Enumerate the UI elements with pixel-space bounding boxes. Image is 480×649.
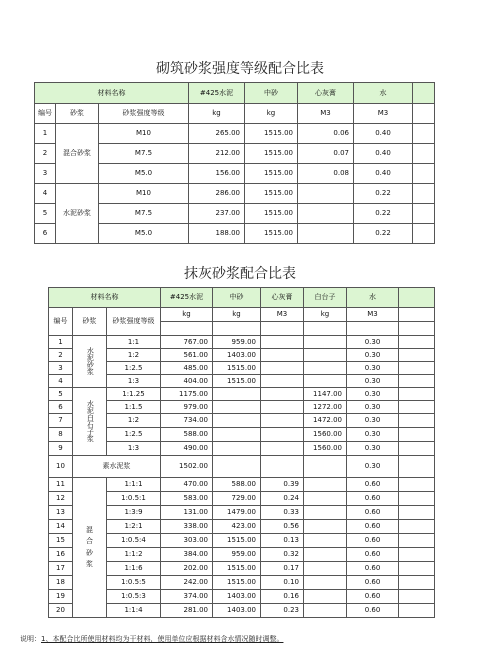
row-water: 0.30 xyxy=(347,336,399,349)
row-sand: 1515.00 xyxy=(245,184,298,204)
row-lime xyxy=(261,362,304,375)
row-lime xyxy=(298,204,354,224)
row-no: 6 xyxy=(35,224,56,244)
row-sand: 1403.00 xyxy=(213,349,261,362)
header-blank xyxy=(413,83,435,104)
row-ratio: 1:1:2 xyxy=(107,548,161,562)
row-no: 1 xyxy=(49,336,73,349)
row-water: 0.60 xyxy=(347,492,399,506)
blank-cell xyxy=(399,590,435,604)
table-row xyxy=(49,506,435,520)
row-water: 0.22 xyxy=(354,184,413,204)
row-lime xyxy=(261,349,304,362)
blank-cell xyxy=(213,322,261,336)
row-stone xyxy=(304,492,347,506)
row-sand: 1515.00 xyxy=(245,164,298,184)
row-grade: M10 xyxy=(99,124,189,144)
table-row xyxy=(49,349,435,362)
header-lime: 心灰膏 xyxy=(261,288,304,308)
row-water: 0.60 xyxy=(347,534,399,548)
blank-cell xyxy=(399,604,435,618)
row-water: 0.60 xyxy=(347,478,399,492)
row-ratio: 1:2 xyxy=(107,414,161,428)
row-lime xyxy=(261,336,304,349)
row-stone xyxy=(304,362,347,375)
table-row xyxy=(49,388,435,401)
blank-cell xyxy=(399,428,435,442)
header-lime: 心灰膏 xyxy=(298,83,354,104)
row-cement: 583.00 xyxy=(161,492,213,506)
blank-cell xyxy=(399,388,435,401)
table1-header-row xyxy=(35,83,435,104)
table-row xyxy=(49,590,435,604)
header-stone: 白台子 xyxy=(304,288,347,308)
blank-cell xyxy=(399,308,435,322)
row-stone xyxy=(304,349,347,362)
row-cement: 202.00 xyxy=(161,562,213,576)
row-ratio: 1:2 xyxy=(107,349,161,362)
row-stone xyxy=(304,478,347,492)
row-water: 0.40 xyxy=(354,144,413,164)
row-water: 0.30 xyxy=(347,428,399,442)
row-cement: 265.00 xyxy=(189,124,245,144)
table-row xyxy=(35,184,435,204)
table2-header-row xyxy=(49,288,435,308)
row-no: 9 xyxy=(49,442,73,456)
row-water: 0.30 xyxy=(347,401,399,414)
blank-cell xyxy=(399,520,435,534)
row-sand: 1515.00 xyxy=(213,562,261,576)
row-cement: 734.00 xyxy=(161,414,213,428)
row-stone: 1147.00 xyxy=(304,388,347,401)
blank-cell xyxy=(399,576,435,590)
group-label xyxy=(73,388,107,456)
row-grade: M10 xyxy=(99,184,189,204)
header-cement: #425水泥 xyxy=(161,288,213,308)
row-ratio: 1:1 xyxy=(107,336,161,349)
row-ratio: 1:1:1 xyxy=(107,478,161,492)
header-sand: 中砂 xyxy=(245,83,298,104)
row-no: 19 xyxy=(49,590,73,604)
row-stone xyxy=(304,548,347,562)
row-cement: 767.00 xyxy=(161,336,213,349)
row-stone xyxy=(304,375,347,388)
subheader-grade: 砂浆强度等级 xyxy=(99,104,189,124)
row-lime xyxy=(261,456,304,478)
header-sand: 中砂 xyxy=(213,288,261,308)
row-water: 0.60 xyxy=(347,576,399,590)
unit-sand: kg xyxy=(213,308,261,322)
row-lime xyxy=(298,184,354,204)
table-row xyxy=(49,604,435,618)
table-row xyxy=(49,336,435,349)
row-lime: 0.24 xyxy=(261,492,304,506)
row-grade: M7.5 xyxy=(99,144,189,164)
row-stone xyxy=(304,576,347,590)
row-no: 3 xyxy=(35,164,56,184)
group-label xyxy=(73,336,107,388)
table-row xyxy=(49,492,435,506)
row-ratio: 1:3 xyxy=(107,375,161,388)
row-sand xyxy=(213,414,261,428)
footnote-prefix: 说明： xyxy=(20,635,41,643)
row-no: 4 xyxy=(49,375,73,388)
row-lime: 0.16 xyxy=(261,590,304,604)
blank-cell xyxy=(413,144,435,164)
row-stone xyxy=(304,562,347,576)
group-label-text: 混合砂浆 xyxy=(86,526,93,568)
unit-water: M3 xyxy=(347,308,399,322)
blank-cell xyxy=(347,322,399,336)
blank-cell xyxy=(413,124,435,144)
table-row xyxy=(49,442,435,456)
row-stone xyxy=(304,336,347,349)
row-stone: 1272.00 xyxy=(304,401,347,414)
row-sand: 959.00 xyxy=(213,336,261,349)
row-cement: 485.00 xyxy=(161,362,213,375)
blank-cell xyxy=(399,562,435,576)
unit-lime: M3 xyxy=(298,104,354,124)
row-sand xyxy=(213,401,261,414)
header-cement: #425水泥 xyxy=(189,83,245,104)
blank-cell xyxy=(399,375,435,388)
row-stone xyxy=(304,520,347,534)
row-ratio: 1:1:6 xyxy=(107,562,161,576)
table1-title: 砌筑砂浆强度等级配合比表 xyxy=(156,61,324,77)
unit-water: M3 xyxy=(354,104,413,124)
row-lime xyxy=(261,414,304,428)
row-lime xyxy=(261,375,304,388)
row-lime xyxy=(261,428,304,442)
footnote-text: 1、本配合比所使用材料均为干材料，使用单位应根据材料含水情况随时调整。 xyxy=(41,635,284,643)
blank-cell xyxy=(413,184,435,204)
subheader-mortar: 砂浆 xyxy=(73,308,107,336)
row-sand xyxy=(213,388,261,401)
table2-body xyxy=(49,336,435,618)
row-lime: 0.07 xyxy=(298,144,354,164)
row-no: 1 xyxy=(35,124,56,144)
row-lime: 0.08 xyxy=(298,164,354,184)
blank-cell xyxy=(399,492,435,506)
row-sand: 1515.00 xyxy=(245,204,298,224)
row-no: 2 xyxy=(49,349,73,362)
row-cement: 374.00 xyxy=(161,590,213,604)
row-lime: 0.56 xyxy=(261,520,304,534)
row-lime xyxy=(298,224,354,244)
row-water: 0.60 xyxy=(347,562,399,576)
blank-cell xyxy=(399,456,435,478)
row-grade: M7.5 xyxy=(99,204,189,224)
unit-cement: kg xyxy=(161,308,213,322)
row-cement: 338.00 xyxy=(161,520,213,534)
group-label-text: 水泥白石子浆 xyxy=(86,399,95,442)
row-no: 10 xyxy=(49,456,73,478)
row-ratio: 1:3 xyxy=(107,442,161,456)
row-sand: 1515.00 xyxy=(245,144,298,164)
blank-cell xyxy=(261,322,304,336)
row-lime: 0.23 xyxy=(261,604,304,618)
row-no: 4 xyxy=(35,184,56,204)
row-sand: 1515.00 xyxy=(245,124,298,144)
unit-lime: M3 xyxy=(261,308,304,322)
table-row xyxy=(49,548,435,562)
table-row xyxy=(49,478,435,492)
row-ratio: 1:2.5 xyxy=(107,362,161,375)
row-ratio: 1:3:9 xyxy=(107,506,161,520)
row-cement: 470.00 xyxy=(161,478,213,492)
row-sand xyxy=(213,442,261,456)
row-cement: 242.00 xyxy=(161,576,213,590)
row-ratio: 1:0.5:3 xyxy=(107,590,161,604)
row-lime: 0.32 xyxy=(261,548,304,562)
subheader-no: 编号 xyxy=(35,104,56,124)
row-lime: 0.39 xyxy=(261,478,304,492)
row-water: 0.30 xyxy=(347,362,399,375)
unit-sand: kg xyxy=(245,104,298,124)
row-no: 6 xyxy=(49,401,73,414)
row-water: 0.60 xyxy=(347,590,399,604)
row-ratio: 1:2:1 xyxy=(107,520,161,534)
row-water: 0.22 xyxy=(354,204,413,224)
row-water: 0.60 xyxy=(347,548,399,562)
row-ratio: 1:2.5 xyxy=(107,428,161,442)
row-lime: 0.17 xyxy=(261,562,304,576)
header-water: 水 xyxy=(354,83,413,104)
subheader-mortar: 砂浆 xyxy=(56,104,99,124)
blank-cell xyxy=(413,104,435,124)
row-sand: 423.00 xyxy=(213,520,261,534)
row-water: 0.30 xyxy=(347,375,399,388)
group-label: 素水泥浆 xyxy=(73,456,161,478)
row-cement: 281.00 xyxy=(161,604,213,618)
row-lime: 0.06 xyxy=(298,124,354,144)
row-lime xyxy=(261,388,304,401)
blank-cell xyxy=(399,506,435,520)
row-stone xyxy=(304,534,347,548)
row-lime: 0.13 xyxy=(261,534,304,548)
row-water: 0.60 xyxy=(347,506,399,520)
header-material-name: 材料名称 xyxy=(49,288,161,308)
blank-cell xyxy=(399,548,435,562)
table-row xyxy=(49,362,435,375)
row-stone: 1472.00 xyxy=(304,414,347,428)
table1-subheader-row xyxy=(35,104,435,124)
table2-title: 抹灰砂浆配合比表 xyxy=(184,266,296,282)
row-ratio: 1:0.5:4 xyxy=(107,534,161,548)
row-sand xyxy=(213,456,261,478)
row-no: 17 xyxy=(49,562,73,576)
table-row xyxy=(49,375,435,388)
row-stone xyxy=(304,456,347,478)
group-label: 混合砂浆 xyxy=(56,124,99,184)
row-stone: 1560.00 xyxy=(304,442,347,456)
unit-cement: kg xyxy=(189,104,245,124)
row-no: 5 xyxy=(49,388,73,401)
row-cement: 286.00 xyxy=(189,184,245,204)
blank-cell xyxy=(399,322,435,336)
row-grade: M5.0 xyxy=(99,224,189,244)
row-sand: 729.00 xyxy=(213,492,261,506)
blank-cell xyxy=(399,349,435,362)
row-sand: 1515.00 xyxy=(245,224,298,244)
row-sand: 959.00 xyxy=(213,548,261,562)
row-sand: 1403.00 xyxy=(213,604,261,618)
row-sand: 1515.00 xyxy=(213,362,261,375)
row-cement: 131.00 xyxy=(161,506,213,520)
row-sand xyxy=(213,428,261,442)
row-no: 18 xyxy=(49,576,73,590)
row-water: 0.30 xyxy=(347,349,399,362)
row-cement: 979.00 xyxy=(161,401,213,414)
row-no: 13 xyxy=(49,506,73,520)
row-water: 0.40 xyxy=(354,164,413,184)
row-no: 14 xyxy=(49,520,73,534)
table2-unit-row xyxy=(49,308,435,322)
row-ratio: 1:0.5:1 xyxy=(107,492,161,506)
row-stone: 1560.00 xyxy=(304,428,347,442)
row-cement: 384.00 xyxy=(161,548,213,562)
blank-cell xyxy=(161,322,213,336)
group-label-text: 水泥砂浆 xyxy=(86,346,95,375)
blank-cell xyxy=(399,534,435,548)
row-water: 0.30 xyxy=(347,456,399,478)
row-no: 12 xyxy=(49,492,73,506)
row-cement: 1502.00 xyxy=(161,456,213,478)
table-row xyxy=(49,428,435,442)
row-lime: 0.33 xyxy=(261,506,304,520)
plaster-mortar-table xyxy=(48,287,435,618)
blank-cell xyxy=(304,322,347,336)
subheader-grade: 砂浆强度等级 xyxy=(107,308,161,336)
row-no: 15 xyxy=(49,534,73,548)
blank-cell xyxy=(413,224,435,244)
row-cement: 237.00 xyxy=(189,204,245,224)
row-water: 0.60 xyxy=(347,604,399,618)
row-no: 7 xyxy=(49,414,73,428)
row-no: 2 xyxy=(35,144,56,164)
row-no: 5 xyxy=(35,204,56,224)
header-water: 水 xyxy=(347,288,399,308)
table-row xyxy=(49,456,435,478)
row-water: 0.30 xyxy=(347,414,399,428)
footnote xyxy=(20,634,283,644)
row-lime: 0.10 xyxy=(261,576,304,590)
row-cement: 1175.00 xyxy=(161,388,213,401)
row-sand: 1515.00 xyxy=(213,375,261,388)
header-material-name: 材料名称 xyxy=(35,83,189,104)
row-no: 3 xyxy=(49,362,73,375)
blank-cell xyxy=(399,362,435,375)
group-label xyxy=(73,478,107,618)
row-sand: 1515.00 xyxy=(213,534,261,548)
table-row xyxy=(49,562,435,576)
masonry-mortar-table xyxy=(34,82,435,244)
row-cement: 212.00 xyxy=(189,144,245,164)
row-ratio: 1:1:4 xyxy=(107,604,161,618)
table-row xyxy=(49,576,435,590)
table-row xyxy=(49,520,435,534)
row-lime xyxy=(261,442,304,456)
row-no: 11 xyxy=(49,478,73,492)
row-sand: 1403.00 xyxy=(213,590,261,604)
table1-body xyxy=(35,124,435,244)
row-sand: 588.00 xyxy=(213,478,261,492)
row-sand: 1515.00 xyxy=(213,576,261,590)
row-sand: 1479.00 xyxy=(213,506,261,520)
row-cement: 490.00 xyxy=(161,442,213,456)
unit-stone: kg xyxy=(304,308,347,322)
row-cement: 156.00 xyxy=(189,164,245,184)
blank-cell xyxy=(399,401,435,414)
row-water: 0.60 xyxy=(347,520,399,534)
row-stone xyxy=(304,604,347,618)
row-ratio: 1:1.5 xyxy=(107,401,161,414)
table-row xyxy=(35,124,435,144)
row-stone xyxy=(304,506,347,520)
row-no: 16 xyxy=(49,548,73,562)
row-stone xyxy=(304,590,347,604)
row-water: 0.30 xyxy=(347,442,399,456)
row-water: 0.22 xyxy=(354,224,413,244)
table-row xyxy=(49,414,435,428)
row-ratio: 1:1.25 xyxy=(107,388,161,401)
header-blank xyxy=(399,288,435,308)
row-cement: 588.00 xyxy=(161,428,213,442)
row-no: 8 xyxy=(49,428,73,442)
row-water: 0.40 xyxy=(354,124,413,144)
blank-cell xyxy=(399,414,435,428)
subheader-no: 编号 xyxy=(49,308,73,336)
table-row xyxy=(49,401,435,414)
blank-cell xyxy=(413,204,435,224)
row-lime xyxy=(261,401,304,414)
table-row xyxy=(49,534,435,548)
blank-cell xyxy=(399,336,435,349)
blank-cell xyxy=(399,442,435,456)
row-cement: 303.00 xyxy=(161,534,213,548)
row-cement: 404.00 xyxy=(161,375,213,388)
row-cement: 188.00 xyxy=(189,224,245,244)
blank-cell xyxy=(413,164,435,184)
row-cement: 561.00 xyxy=(161,349,213,362)
blank-cell xyxy=(399,478,435,492)
group-label: 水泥砂浆 xyxy=(56,184,99,244)
row-ratio: 1:0.5:5 xyxy=(107,576,161,590)
row-no: 20 xyxy=(49,604,73,618)
row-water: 0.30 xyxy=(347,388,399,401)
row-grade: M5.0 xyxy=(99,164,189,184)
